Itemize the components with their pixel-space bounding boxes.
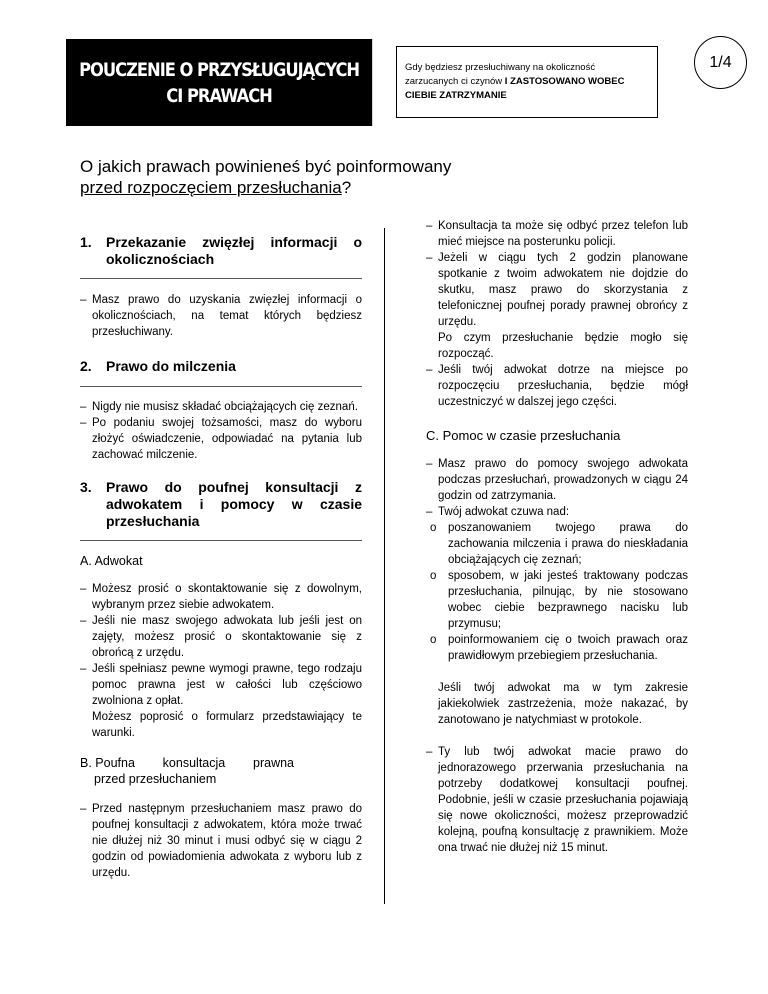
list-item: – Przed następnym przesłuchaniem masz prawo do poufnej konsultacji z adwokatem, która może trwać nie dłużej niż 30 minut i musi odbyć się w ciągu 2 godzin od powiadomienia adwokata z wyboru lub z urzędu. xyxy=(80,803,362,879)
section-1-heading: 1. Przekazanie zwięzłej informacji o okolicznościach xyxy=(80,234,362,267)
list-item: – Jeśli twój adwokat dotrze na miejsce po rozpoczęciu przesłuchania, będzie mógł uczestniczyć w dalszej jego części. xyxy=(426,364,688,408)
section-3-heading: 3. Prawo do poufnej konsultacji z adwokatem i pomocy w czasie przesłuchania xyxy=(80,479,362,529)
subsection-b-heading: B. Poufna konsultacja prawna przed przesłuchaniem xyxy=(80,756,295,786)
context-line-1: Gdy będziesz przesłuchiwany na okoliczność xyxy=(405,62,596,73)
list-item-continuation: Po czym przesłuchanie będzie mogło się rozpocząć. xyxy=(438,332,688,360)
subsection-c-heading: C. Pomoc w czasie przesłuchania xyxy=(426,428,621,443)
list-item: – Po podaniu swojej tożsamości, masz do wyboru złożyć oświadczenie, odpowiadać na pytania lub zachować milczenie. xyxy=(80,417,362,461)
page-number-badge: 1/4 xyxy=(694,36,747,89)
list-item: – Jeżeli w ciągu tych 2 godzin planowane spotkanie z twoim adwokatem nie dojdzie do skutku, masz prawo do skorzystania z telefonicznej poufnej porady prawnej obrońcy z urzędu. xyxy=(426,252,688,328)
section-2-heading: 2. Prawo do milczenia xyxy=(80,358,236,374)
list-item: – Ty lub twój adwokat macie prawo do jednorazowego przerwania przesłuchania na potrzeby dodatkowej konsultacji poufnej. Podobnie, jeśli w czasie przesłuchania pojawiają się nowe okoliczności, możesz przeprowadzić kolejną, poufną konsultację z prawnikiem. Może ona trwać nie dłużej niż 15 minut. xyxy=(426,746,688,854)
title-line-1: POUCZENIE O PRZYSŁUGUJĄCYCH xyxy=(79,58,360,81)
list-item: – Możesz prosić o skontaktowanie się z dowolnym, wybranym przez siebie adwokatem. xyxy=(80,583,362,611)
list-item: – Konsultacja ta może się odbyć przez telefon lub mieć miejsce na posterunku policji. xyxy=(426,220,688,248)
context-line-3: CIEBIE ZATRZYMANIE xyxy=(405,90,507,101)
list-item-continuation: Możesz poprosić o formularz przedstawiający te warunki. xyxy=(92,711,362,739)
main-question: O jakich prawach powinieneś być poinformowany przed rozpoczęciem przesłuchania? xyxy=(80,157,452,197)
bullet-item: o poinformowaniem cię o twoich prawach oraz prawidłowym przebiegiem przesłuchania. xyxy=(430,634,688,662)
column-divider xyxy=(384,228,385,904)
subsection-a-heading: A. Adwokat xyxy=(80,554,143,568)
bullet-item: o sposobem, w jaki jesteś traktowany podczas przesłuchania, pilnując, by nie stosowano wobec ciebie bezprawnego nacisku lub przymusu; xyxy=(430,570,688,630)
list-item: – Jeśli nie masz swojego adwokata lub jeśli jest on zajęty, możesz prosić o skontaktowanie się z obrońcą z urzędu. xyxy=(80,615,362,659)
list-item: – Twój adwokat czuwa nad: xyxy=(426,506,570,518)
right-column xyxy=(426,218,688,856)
list-item: – Masz prawo do uzyskania zwięzłej informacji o okolicznościach, na temat których będziesz przesłuchiwany. xyxy=(80,294,362,338)
title-line-2: CI PRAWACH xyxy=(166,84,272,107)
paragraph: Jeśli twój adwokat ma w tym zakresie jakiekolwiek zastrzeżenia, może nakazać, by zanotowano je natychmiast w protokole. xyxy=(438,682,688,726)
context-line-2: zarzucanych ci czynów I ZASTOSOWANO WOBEC xyxy=(405,76,625,87)
list-item: – Masz prawo do pomocy swojego adwokata podczas przesłuchań, prowadzonych w ciągu 24 godzin od zatrzymania. xyxy=(426,458,688,502)
document-title xyxy=(66,39,372,126)
left-column xyxy=(80,228,362,881)
list-item: – Nigdy nie musisz składać obciążających cię zeznań. xyxy=(80,401,358,413)
bullet-item: o poszanowaniem twojego prawa do zachowania milczenia i prawa do nieskładania obciążających cię zeznań; xyxy=(430,522,688,566)
list-item: – Jeśli spełniasz pewne wymogi prawne, tego rodzaju pomoc prawna jest w całości lub częściowo zwolniona z opłat. xyxy=(80,663,362,707)
context-box xyxy=(396,46,658,118)
